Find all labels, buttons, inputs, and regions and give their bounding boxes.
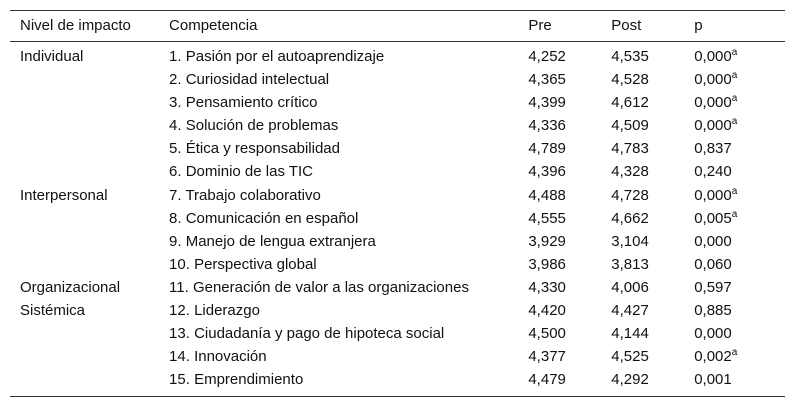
cell-post-text: 4,783: [611, 140, 649, 158]
cell-competencia: [169, 207, 528, 230]
table-row: [10, 368, 785, 391]
cell-p: [694, 253, 785, 276]
header-nivel: Nivel de impacto: [20, 17, 131, 34]
table-row: [10, 322, 785, 345]
cell-post-text: 4,144: [611, 325, 649, 343]
cell-pre: [528, 68, 611, 91]
table-row: [10, 299, 785, 322]
cell-competencia: [169, 322, 528, 345]
cell-nivel: [10, 368, 169, 391]
cell-post-text: 4,427: [611, 302, 649, 320]
cell-p: [694, 207, 785, 230]
cell-p-text: 0,837: [694, 140, 732, 158]
cell-p: [694, 299, 785, 322]
cell-competencia-text: 10. Perspectiva global: [169, 255, 317, 273]
cell-pre: [528, 253, 611, 276]
header-post: Post: [611, 17, 642, 34]
cell-pre-text: 4,252: [528, 48, 566, 65]
cell-p-text: 0,000: [694, 325, 732, 343]
cell-pre: [528, 322, 611, 345]
significance-superscript: a: [731, 47, 738, 58]
cell-nivel: [10, 345, 169, 368]
cell-post-text: 4,528: [611, 71, 649, 89]
cell-pre: [528, 299, 611, 322]
cell-p-text: 0,002: [694, 348, 732, 366]
cell-pre: [528, 137, 611, 160]
table-row: [10, 160, 785, 183]
table-row: [10, 345, 785, 368]
cell-competencia: [169, 230, 528, 253]
cell-p-text: 0,000: [694, 94, 732, 112]
cell-pre-text: 4,330: [528, 278, 566, 296]
cell-pre: [528, 207, 611, 230]
header-competencia: Competencia: [169, 17, 258, 34]
cell-p: [694, 184, 785, 207]
table-row: [10, 276, 785, 299]
table-row: [10, 207, 785, 230]
cell-pre-text: 4,365: [528, 71, 566, 89]
cell-post: [611, 368, 694, 391]
cell-competencia: [169, 137, 528, 160]
cell-competencia-text: 3. Pensamiento crítico: [169, 94, 318, 112]
cell-competencia-text: 13. Ciudadanía y pago de hipoteca social: [169, 325, 445, 343]
cell-pre: [528, 114, 611, 137]
cell-pre: [528, 45, 611, 68]
cell-competencia-text: 6. Dominio de las TIC: [169, 163, 313, 181]
cell-nivel: [10, 160, 169, 183]
cell-nivel: [10, 91, 169, 114]
significance-superscript: a: [731, 185, 738, 197]
cell-nivel: [10, 45, 169, 68]
cell-pre: [528, 276, 611, 299]
cell-pre-text: 4,396: [528, 163, 566, 181]
cell-post: [611, 91, 694, 114]
cell-nivel: [10, 299, 169, 322]
cell-post: [611, 345, 694, 368]
cell-p-text: 0,000: [694, 232, 732, 250]
cell-competencia: [169, 45, 528, 68]
header-pre: Pre: [528, 17, 552, 34]
cell-post-text: 4,328: [611, 163, 649, 181]
cell-pre-text: 4,336: [528, 117, 566, 135]
cell-p: [694, 91, 785, 114]
table-row: [10, 45, 785, 68]
cell-competencia-text: 5. Ética y responsabilidad: [169, 140, 340, 158]
cell-nivel: [10, 207, 169, 230]
cell-competencia-text: 2. Curiosidad intelectual: [169, 71, 330, 89]
cell-nivel: [10, 253, 169, 276]
significance-superscript: a: [731, 347, 738, 359]
cell-competencia-text: 1. Pasión por el autoaprendizaje: [169, 48, 385, 65]
significance-superscript: a: [731, 93, 738, 105]
cell-post-text: 4,535: [611, 48, 649, 65]
cell-nivel-text: Sistémica: [20, 302, 86, 320]
cell-nivel: [10, 68, 169, 91]
header-row: [10, 11, 785, 41]
cell-post: [611, 45, 694, 68]
cell-p: [694, 137, 785, 160]
cell-nivel: [10, 230, 169, 253]
cell-competencia: [169, 114, 528, 137]
cell-nivel: [10, 322, 169, 345]
cell-p-text: 0,000: [694, 186, 732, 204]
bottom-rule: [10, 396, 785, 397]
cell-pre-text: 4,399: [528, 94, 566, 112]
cell-post: [611, 322, 694, 345]
cell-pre: [528, 160, 611, 183]
table-row: [10, 184, 785, 207]
cell-competencia-text: 7. Trabajo colaborativo: [169, 186, 321, 204]
table-row: [10, 253, 785, 276]
cell-post: [611, 207, 694, 230]
cell-nivel-text: Interpersonal: [20, 186, 108, 204]
cell-competencia-text: 12. Liderazgo: [169, 302, 260, 320]
cell-pre: [528, 184, 611, 207]
cell-competencia-text: 8. Comunicación en español: [169, 209, 359, 227]
cell-p-text: 0,000: [694, 48, 732, 65]
table-row: [10, 68, 785, 91]
cell-pre: [528, 91, 611, 114]
cell-pre-text: 4,500: [528, 325, 566, 343]
cell-p-text: 0,000: [694, 117, 732, 135]
cell-post-text: 4,525: [611, 348, 649, 366]
cell-post: [611, 68, 694, 91]
cell-pre: [528, 368, 611, 391]
cell-p: [694, 368, 785, 391]
cell-pre-text: 3,929: [528, 232, 566, 250]
table-body: [10, 42, 785, 396]
cell-post-text: 3,813: [611, 255, 649, 273]
cell-post: [611, 276, 694, 299]
cell-post: [611, 114, 694, 137]
cell-p: [694, 322, 785, 345]
cell-nivel-text: Individual: [20, 48, 84, 65]
cell-p: [694, 68, 785, 91]
cell-post: [611, 230, 694, 253]
cell-competencia: [169, 91, 528, 114]
cell-post-text: 4,662: [611, 209, 649, 227]
cell-pre-text: 4,377: [528, 348, 566, 366]
cell-pre: [528, 230, 611, 253]
cell-p-text: 0,060: [694, 255, 732, 273]
cell-post-text: 4,612: [611, 94, 649, 112]
cell-post: [611, 184, 694, 207]
cell-competencia-text: 15. Emprendimiento: [169, 371, 304, 389]
cell-competencia: [169, 276, 528, 299]
cell-nivel: [10, 137, 169, 160]
cell-post: [611, 160, 694, 183]
cell-p-text: 0,240: [694, 163, 732, 181]
cell-p: [694, 230, 785, 253]
significance-superscript: a: [731, 208, 738, 220]
cell-competencia: [169, 253, 528, 276]
cell-pre-text: 4,420: [528, 302, 566, 320]
cell-pre: [528, 345, 611, 368]
cell-competencia: [169, 68, 528, 91]
cell-post-text: 3,104: [611, 232, 649, 250]
header-p: p: [694, 17, 703, 34]
cell-p: [694, 160, 785, 183]
cell-p-text: 0,000: [694, 71, 732, 89]
cell-post: [611, 137, 694, 160]
cell-pre-text: 4,479: [528, 371, 566, 389]
cell-competencia: [169, 160, 528, 183]
cell-p-text: 0,597: [694, 278, 732, 296]
cell-competencia-text: 11. Generación de valor a las organizaciones: [169, 278, 469, 296]
cell-p: [694, 276, 785, 299]
cell-pre-text: 4,789: [528, 140, 566, 158]
cell-p-text: 0,001: [694, 371, 732, 389]
cell-post: [611, 299, 694, 322]
cell-pre-text: 4,488: [528, 186, 566, 204]
cell-nivel: [10, 184, 169, 207]
table-row: [10, 91, 785, 114]
cell-post-text: 4,509: [611, 117, 649, 135]
cell-competencia-text: 9. Manejo de lengua extranjera: [169, 232, 376, 250]
table-row: [10, 114, 785, 137]
cell-nivel-text: Organizacional: [20, 278, 121, 296]
table-row: [10, 230, 785, 253]
cell-competencia: [169, 345, 528, 368]
cell-p: [694, 345, 785, 368]
cell-competencia: [169, 368, 528, 391]
cell-nivel: [10, 114, 169, 137]
cell-nivel: [10, 276, 169, 299]
cell-p-text: 0,885: [694, 302, 732, 320]
cell-competencia-text: 14. Innovación: [169, 348, 267, 366]
cell-post-text: 4,728: [611, 186, 649, 204]
results-table: [10, 10, 785, 397]
table-row: [10, 137, 785, 160]
cell-pre-text: 3,986: [528, 255, 566, 273]
cell-p-text: 0,005: [694, 209, 732, 227]
cell-p: [694, 114, 785, 137]
cell-competencia: [169, 184, 528, 207]
cell-pre-text: 4,555: [528, 209, 566, 227]
cell-competencia-text: 4. Solución de problemas: [169, 117, 339, 135]
cell-p: [694, 45, 785, 68]
significance-superscript: a: [731, 70, 738, 82]
cell-competencia: [169, 299, 528, 322]
cell-post-text: 4,006: [611, 278, 649, 296]
cell-post-text: 4,292: [611, 371, 649, 389]
cell-post: [611, 253, 694, 276]
significance-superscript: a: [731, 116, 738, 128]
